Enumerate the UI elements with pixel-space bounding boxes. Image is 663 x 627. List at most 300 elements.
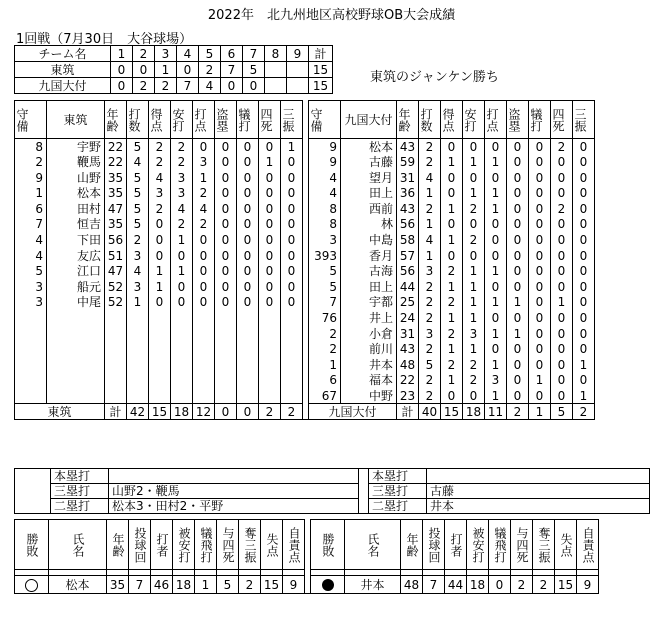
- player-position: 8: [15, 139, 47, 155]
- total-runs: 15: [309, 78, 333, 94]
- player-stat: 2: [441, 295, 463, 311]
- player-stat: 0: [551, 154, 573, 170]
- player-stat: 0: [281, 154, 303, 170]
- player-stat: 2: [149, 154, 171, 170]
- player-stat: 0: [237, 263, 259, 279]
- player-age: 56: [397, 263, 419, 279]
- pitch-header-er: [283, 520, 305, 570]
- player-stat: 0: [529, 248, 551, 264]
- player-stat: 0: [281, 263, 303, 279]
- player-age: 43: [397, 201, 419, 217]
- player-stat: 5: [419, 357, 441, 373]
- player-stat: 2: [463, 232, 485, 248]
- player-stat: 0: [573, 170, 595, 186]
- player-stat: 0: [507, 154, 529, 170]
- away-triple-value: 古藤: [427, 484, 650, 499]
- player-stat: 0: [551, 341, 573, 357]
- pitcher-stat: 9: [577, 576, 599, 594]
- player-position: 393: [309, 248, 341, 264]
- player-stat: 0: [485, 170, 507, 186]
- page-title: 2022年 北九州地区高校野球OB大会成績: [207, 8, 456, 23]
- stat-header-r: [441, 101, 463, 139]
- player-stat: 4: [127, 154, 149, 170]
- player-stat: 3: [193, 154, 215, 170]
- player-stat: 0: [573, 185, 595, 201]
- player-stat: 0: [215, 139, 237, 155]
- empty-cell: [171, 326, 193, 342]
- team-name: 九国大付: [15, 78, 111, 94]
- player-stat: 0: [507, 373, 529, 389]
- stat-header-text: 得点: [149, 107, 163, 132]
- pitcher-stat: 18: [467, 576, 489, 594]
- player-stat: 2: [419, 310, 441, 326]
- inning-runs: 4: [199, 78, 221, 94]
- player-stat: 0: [193, 279, 215, 295]
- player-position: 6: [15, 201, 47, 217]
- empty-cell: [105, 341, 127, 357]
- empty-cell: [193, 341, 215, 357]
- position-header-text: 守備: [309, 107, 323, 132]
- player-stat: 0: [507, 341, 529, 357]
- team-total-stat: 0: [215, 404, 237, 420]
- pitch-header-text: 犠飛打: [199, 526, 213, 563]
- player-stat: 1: [419, 185, 441, 201]
- score-note: 東筑のジャンケン勝ち: [370, 70, 499, 85]
- player-stat: 1: [441, 201, 463, 217]
- stat-header-text: 犠打: [529, 107, 543, 132]
- inning-header: 5: [199, 46, 221, 62]
- player-stat: 3: [463, 326, 485, 342]
- player-stat: 1: [441, 154, 463, 170]
- empty-cell: [127, 341, 149, 357]
- player-position: 7: [309, 295, 341, 311]
- player-stat: 0: [507, 185, 529, 201]
- empty-cell: [15, 310, 47, 326]
- player-stat: 2: [171, 154, 193, 170]
- player-stat: 0: [573, 373, 595, 389]
- empty-cell: [281, 341, 303, 357]
- pitch-header-name: [345, 520, 401, 570]
- player-stat: 4: [171, 201, 193, 217]
- empty-cell: [15, 388, 47, 404]
- player-age: 52: [105, 279, 127, 295]
- player-stat: 1: [171, 232, 193, 248]
- player-stat: 1: [463, 310, 485, 326]
- player-stat: 0: [215, 279, 237, 295]
- triple-label: 三塁打: [369, 484, 427, 499]
- player-position: 3: [309, 232, 341, 248]
- player-stat: 0: [281, 201, 303, 217]
- player-stat: 2: [419, 388, 441, 404]
- pitch-header-r: [555, 520, 577, 570]
- team-total-label: 九国大付: [309, 404, 397, 420]
- team-total-label: 東筑: [15, 404, 105, 420]
- empty-cell: [127, 326, 149, 342]
- stat-header-text: 四死: [551, 107, 565, 132]
- player-stat: 0: [573, 341, 595, 357]
- player-stat: 5: [127, 185, 149, 201]
- player-stat: 0: [573, 139, 595, 155]
- player-stat: 0: [485, 279, 507, 295]
- player-stat: 0: [441, 185, 463, 201]
- player-stat: 2: [419, 341, 441, 357]
- stat-header-text: 四死: [259, 107, 273, 132]
- team-total-stat: 40: [419, 404, 441, 420]
- pitch-header-text: 氏名: [71, 532, 85, 557]
- inning-runs: 0: [177, 62, 199, 78]
- player-stat: 2: [551, 201, 573, 217]
- stat-header-text: 三振: [281, 107, 295, 132]
- player-stat: 0: [441, 139, 463, 155]
- inning-header: 9: [287, 46, 309, 62]
- pitcher-stat: 5: [217, 576, 239, 594]
- position-header: [15, 101, 47, 139]
- double-label: 二塁打: [369, 499, 427, 514]
- away-hr-value: [427, 469, 650, 484]
- player-stat: 0: [485, 248, 507, 264]
- player-name: 古海: [341, 263, 397, 279]
- inning-runs: [287, 78, 309, 94]
- empty-cell: [193, 357, 215, 373]
- stat-header-sac: [529, 101, 551, 139]
- double-label: 二塁打: [51, 499, 109, 514]
- player-name: 井上: [341, 310, 397, 326]
- player-stat: 2: [193, 185, 215, 201]
- player-stat: 0: [237, 154, 259, 170]
- team-total-stat: 18: [463, 404, 485, 420]
- player-stat: 0: [259, 279, 281, 295]
- player-stat: 0: [529, 279, 551, 295]
- player-age: 31: [397, 326, 419, 342]
- team-name-header: チーム名: [15, 46, 111, 62]
- player-stat: 0: [281, 295, 303, 311]
- player-name: 宇都: [341, 295, 397, 311]
- player-stat: 0: [463, 139, 485, 155]
- inning-runs: 5: [243, 62, 265, 78]
- empty-cell: [281, 310, 303, 326]
- empty-cell: [47, 341, 105, 357]
- player-name: 望月: [341, 170, 397, 186]
- pitch-header-wl: [311, 520, 345, 570]
- team-name-header: 九国大付: [341, 101, 397, 139]
- player-stat: 0: [529, 295, 551, 311]
- pitcher-stat: 18: [173, 576, 195, 594]
- player-age: 22: [397, 373, 419, 389]
- player-stat: 1: [441, 310, 463, 326]
- empty-cell: [259, 326, 281, 342]
- pitcher-stat: 15: [261, 576, 283, 594]
- empty-cell: [281, 326, 303, 342]
- player-stat: 0: [507, 263, 529, 279]
- pitcher-name: 井本: [345, 576, 401, 594]
- pitch-header-ip: [129, 520, 151, 570]
- player-stat: 1: [551, 295, 573, 311]
- empty-cell: [149, 357, 171, 373]
- empty-cell: [193, 310, 215, 326]
- pitcher-name: 松本: [49, 576, 107, 594]
- empty-cell: [149, 388, 171, 404]
- player-stat: 0: [463, 248, 485, 264]
- player-age: 36: [397, 185, 419, 201]
- player-stat: 1: [127, 295, 149, 311]
- player-stat: 1: [193, 170, 215, 186]
- player-stat: 3: [171, 170, 193, 186]
- player-stat: 0: [551, 248, 573, 264]
- batting-stats-table: [14, 100, 595, 420]
- pitcher-age: 35: [107, 576, 129, 594]
- pitcher-stat: 7: [423, 576, 445, 594]
- player-stat: 0: [551, 373, 573, 389]
- pitch-header-r: [261, 520, 283, 570]
- stat-header-text: 盗塁: [507, 107, 521, 132]
- team-total-stat: 15: [149, 404, 171, 420]
- home-run-label: 本塁打: [51, 469, 109, 484]
- player-stat: 0: [259, 185, 281, 201]
- line-score-table: [14, 45, 333, 94]
- team-total-stat: 12: [193, 404, 215, 420]
- player-stat: 0: [215, 201, 237, 217]
- player-stat: 0: [573, 201, 595, 217]
- empty-cell: [259, 310, 281, 326]
- player-age: 35: [105, 185, 127, 201]
- player-stat: 2: [419, 373, 441, 389]
- player-stat: 0: [507, 170, 529, 186]
- pitch-header-text: 奪三振: [537, 526, 551, 563]
- team-total-stat: 2: [573, 404, 595, 420]
- player-position: 6: [309, 373, 341, 389]
- player-name: 田上: [341, 279, 397, 295]
- loss-circle-icon: [322, 579, 334, 591]
- inning-runs: [287, 62, 309, 78]
- player-stat: 4: [127, 263, 149, 279]
- player-stat: 0: [215, 263, 237, 279]
- empty-cell: [15, 373, 47, 389]
- player-stat: 1: [485, 154, 507, 170]
- player-stat: 0: [485, 139, 507, 155]
- player-stat: 1: [485, 357, 507, 373]
- player-position: 2: [309, 341, 341, 357]
- pitch-header-text: 打者: [155, 532, 169, 557]
- player-stat: 3: [485, 373, 507, 389]
- player-age: 25: [397, 295, 419, 311]
- player-stat: 0: [529, 201, 551, 217]
- empty-cell: [47, 357, 105, 373]
- player-stat: 0: [507, 388, 529, 404]
- empty-cell: [149, 310, 171, 326]
- player-stat: 4: [419, 170, 441, 186]
- pitch-header-wl: [15, 520, 49, 570]
- player-name: 古藤: [341, 154, 397, 170]
- inning-runs: [265, 78, 287, 94]
- player-stat: 2: [171, 139, 193, 155]
- player-stat: 0: [281, 217, 303, 233]
- player-age: 35: [105, 170, 127, 186]
- empty-cell: [149, 341, 171, 357]
- player-stat: 0: [171, 248, 193, 264]
- player-position: 5: [15, 263, 47, 279]
- player-stat: 0: [529, 170, 551, 186]
- player-position: 4: [15, 232, 47, 248]
- team-total-stat: 5: [551, 404, 573, 420]
- player-position: 3: [15, 295, 47, 311]
- total-runs: 15: [309, 62, 333, 78]
- player-stat: 1: [485, 185, 507, 201]
- player-stat: 3: [419, 263, 441, 279]
- player-stat: 0: [441, 248, 463, 264]
- player-stat: 1: [441, 341, 463, 357]
- player-stat: 1: [419, 217, 441, 233]
- empty-cell: [171, 310, 193, 326]
- home-hr-value: [109, 469, 359, 484]
- player-stat: 0: [551, 357, 573, 373]
- player-stat: 1: [485, 263, 507, 279]
- player-stat: 0: [193, 248, 215, 264]
- player-stat: 0: [573, 154, 595, 170]
- empty-cell: [15, 326, 47, 342]
- player-name: 西前: [341, 201, 397, 217]
- empty-cell: [127, 310, 149, 326]
- stat-header-rbi: [485, 101, 507, 139]
- player-stat: 1: [149, 263, 171, 279]
- pitch-header-text: 年齢: [405, 532, 419, 557]
- player-position: 9: [309, 139, 341, 155]
- player-stat: 0: [215, 170, 237, 186]
- player-stat: 2: [149, 139, 171, 155]
- spacer: [15, 469, 51, 514]
- player-stat: 2: [171, 217, 193, 233]
- empty-cell: [237, 326, 259, 342]
- inning-runs: 2: [199, 62, 221, 78]
- player-name: 福本: [341, 373, 397, 389]
- pitch-header-ip: [423, 520, 445, 570]
- player-position: 9: [309, 154, 341, 170]
- pitch-header-text: 失点: [559, 532, 573, 557]
- spacer: [359, 469, 369, 514]
- stat-header-sac: [237, 101, 259, 139]
- player-stat: 0: [573, 217, 595, 233]
- player-name: 林: [341, 217, 397, 233]
- round-label: 1回戦（7月30日 大谷球場）: [16, 32, 193, 47]
- pitch-header-text: 被安打: [471, 526, 485, 563]
- player-stat: 1: [419, 248, 441, 264]
- player-stat: 0: [573, 326, 595, 342]
- empty-cell: [15, 357, 47, 373]
- empty-cell: [171, 388, 193, 404]
- player-age: 43: [397, 139, 419, 155]
- stat-header-text: 打数: [419, 107, 433, 132]
- player-stat: 0: [149, 232, 171, 248]
- player-position: 9: [15, 170, 47, 186]
- player-age: 59: [397, 154, 419, 170]
- player-stat: 2: [419, 279, 441, 295]
- player-stat: 1: [441, 279, 463, 295]
- player-name: 船元: [47, 279, 105, 295]
- player-stat: 3: [419, 326, 441, 342]
- empty-cell: [105, 388, 127, 404]
- player-stat: 0: [485, 341, 507, 357]
- player-stat: 0: [485, 217, 507, 233]
- pitch-header-bf: [445, 520, 467, 570]
- player-stat: 0: [573, 263, 595, 279]
- player-name: 中尾: [47, 295, 105, 311]
- player-stat: 4: [419, 232, 441, 248]
- pitch-header-text: 失点: [265, 532, 279, 557]
- player-stat: 0: [529, 154, 551, 170]
- team-total-stat: 0: [237, 404, 259, 420]
- empty-cell: [105, 326, 127, 342]
- player-stat: 0: [281, 232, 303, 248]
- player-stat: 0: [149, 295, 171, 311]
- empty-cell: [215, 388, 237, 404]
- empty-cell: [215, 357, 237, 373]
- player-stat: 0: [259, 248, 281, 264]
- pitch-header-age: [401, 520, 423, 570]
- player-age: 24: [397, 310, 419, 326]
- player-stat: 0: [215, 295, 237, 311]
- player-name: 小倉: [341, 326, 397, 342]
- empty-cell: [237, 357, 259, 373]
- player-stat: 0: [507, 248, 529, 264]
- empty-cell: [281, 388, 303, 404]
- pitcher-stat: 15: [555, 576, 577, 594]
- player-name: 中野: [341, 388, 397, 404]
- player-stat: 0: [215, 185, 237, 201]
- player-stat: 0: [215, 248, 237, 264]
- player-stat: 0: [573, 232, 595, 248]
- player-age: 47: [105, 263, 127, 279]
- inning-runs: 7: [177, 78, 199, 94]
- player-age: 58: [397, 232, 419, 248]
- player-position: 2: [15, 154, 47, 170]
- player-stat: 5: [127, 170, 149, 186]
- player-stat: 0: [259, 263, 281, 279]
- empty-cell: [259, 357, 281, 373]
- stat-header-h: [171, 101, 193, 139]
- player-stat: 0: [529, 217, 551, 233]
- inning-runs: 0: [111, 62, 133, 78]
- loss-mark: [311, 576, 345, 594]
- empty-cell: [259, 341, 281, 357]
- player-stat: 1: [485, 295, 507, 311]
- player-stat: 1: [529, 373, 551, 389]
- player-stat: 0: [215, 217, 237, 233]
- player-name: 田上: [341, 185, 397, 201]
- empty-cell: [149, 373, 171, 389]
- player-age: 44: [397, 279, 419, 295]
- player-stat: 1: [463, 154, 485, 170]
- pitcher-stat: 2: [533, 576, 555, 594]
- player-stat: 2: [419, 154, 441, 170]
- player-stat: 5: [127, 201, 149, 217]
- player-stat: 0: [551, 217, 573, 233]
- player-age: 23: [397, 388, 419, 404]
- empty-cell: [127, 388, 149, 404]
- player-name: 前川: [341, 341, 397, 357]
- player-stat: 3: [171, 185, 193, 201]
- player-stat: 0: [441, 170, 463, 186]
- empty-cell: [171, 357, 193, 373]
- player-position: 8: [309, 217, 341, 233]
- team-name: 東筑: [15, 62, 111, 78]
- player-age: 56: [397, 217, 419, 233]
- position-header-text: 守備: [15, 107, 29, 132]
- player-position: 67: [309, 388, 341, 404]
- player-position: 4: [309, 170, 341, 186]
- player-stat: 0: [237, 170, 259, 186]
- stat-header-r: [149, 101, 171, 139]
- team-name-header: 東筑: [47, 101, 105, 139]
- empty-cell: [281, 373, 303, 389]
